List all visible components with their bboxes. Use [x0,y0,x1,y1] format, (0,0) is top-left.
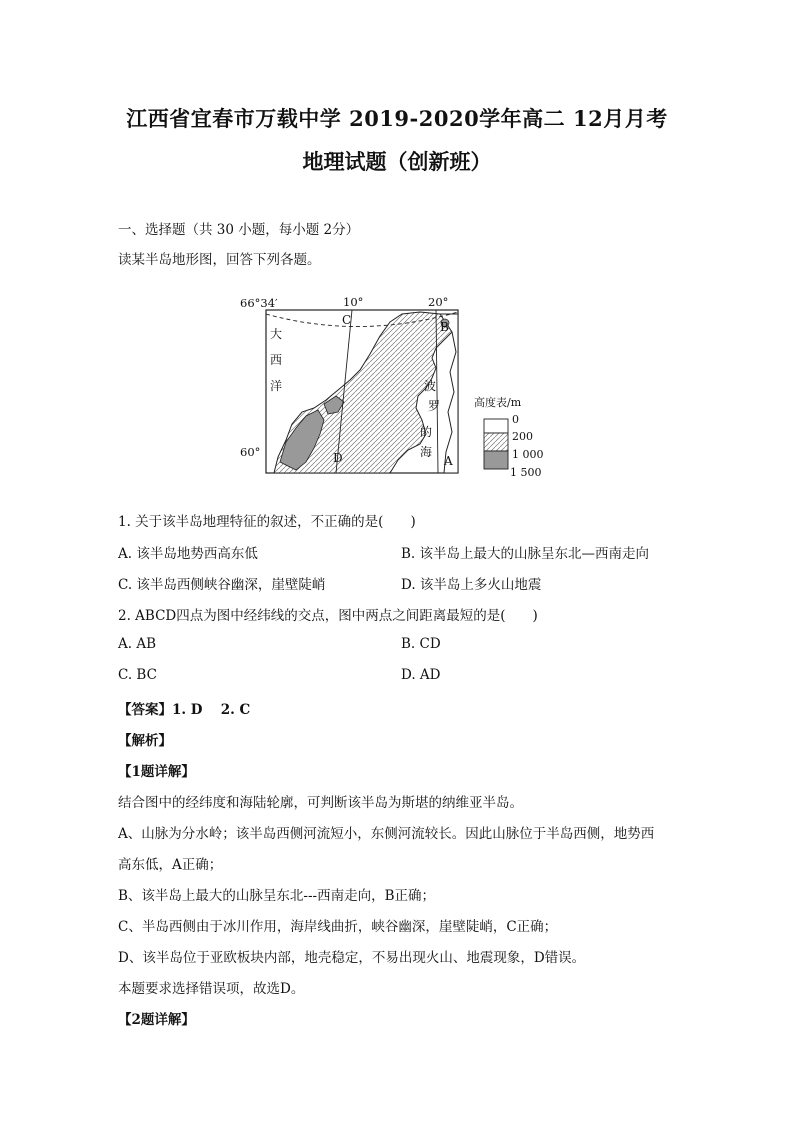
sea-char-1: 波 [424,379,437,393]
question-1-option-d: D. 该半岛上多火山地震 [401,577,542,593]
legend-value-1500: 1 500 [510,466,542,479]
lon-label-20: 20° [428,295,449,309]
analysis-line-2: A、山脉为分水岭；该半岛西侧河流短小，东侧河流较长。因此山脉位于半岛西侧，地势西 [118,826,655,842]
doc-title-line1: 江西省宜春市万载中学 2019-2020学年高二 12月月考 [126,106,668,131]
sea-char-4: 海 [420,445,433,459]
section-heading: 一、选择题（共 30 小题，每小题 2分） [118,222,360,238]
analysis-line-7: 本题要求选择错误项，故选D。 [118,981,305,997]
question-2-option-c: C. BC [118,667,157,683]
analysis-line-3: 高东低，A正确； [118,857,223,873]
sea-char-3: 的 [420,425,433,439]
sea-char-2: 罗 [428,399,441,413]
ocean-char-3: 洋 [270,379,283,393]
point-d-label: D [333,451,343,465]
q1-detail-label: 【1题详解】 [118,764,195,780]
elevation-legend [474,395,544,479]
peninsula-terrain-map [240,292,550,484]
lat-label-top: 66°34′ [240,296,278,310]
q2-detail-label: 【2题详解】 [118,1012,195,1028]
question-2-option-b: B. CD [401,636,441,652]
question-1-option-a: A. 该半岛地势西高东低 [118,546,258,562]
point-c-label: C [342,313,352,327]
point-b-label: B [440,320,449,334]
point-a-label: A [444,454,453,468]
legend-value-0: 0 [512,413,519,426]
doc-title-line2: 地理试题（创新班） [302,149,492,174]
legend-title: 高度表/m [474,396,522,409]
legend-value-200: 200 [512,430,533,443]
lat-label-bottom: 60° [240,445,261,459]
answer-line: 【答案】1. D 2. C [118,702,251,718]
analysis-line-4: B、该半岛上最大的山脉呈东北---西南走向，B正确； [118,888,436,904]
question-intro: 读某半岛地形图，回答下列各题。 [118,252,321,268]
ocean-char-1: 大 [270,327,283,341]
analysis-line-6: D、该半岛位于亚欧板块内部，地壳稳定，不易出现火山、地震现象，D错误。 [118,950,586,966]
legend-value-1000: 1 000 [512,448,544,461]
question-2-option-a: A. AB [118,636,157,652]
lon-label-10: 10° [343,295,364,309]
question-1-stem: 1. 关于该半岛地理特征的叙述，不正确的是( ) [118,514,416,530]
analysis-label: 【解析】 [118,733,172,749]
question-2-option-d: D. AD [401,667,441,683]
ocean-char-2: 西 [270,353,283,367]
question-1-option-b: B. 该半岛上最大的山脉呈东北—西南走向 [401,546,650,562]
analysis-line-5: C、半岛西侧由于冰川作用，海岸线曲折，峡谷幽深，崖壁陡峭，C正确； [118,919,558,935]
question-2-stem: 2. ABCD四点为图中经纬线的交点，图中两点之间距离最短的是( ) [118,608,538,624]
analysis-line-1: 结合图中的经纬度和海陆轮廓，可判断该半岛为斯堪的纳维亚半岛。 [118,795,523,811]
question-1-option-c: C. 该半岛西侧峡谷幽深，崖壁陡峭 [118,577,326,593]
